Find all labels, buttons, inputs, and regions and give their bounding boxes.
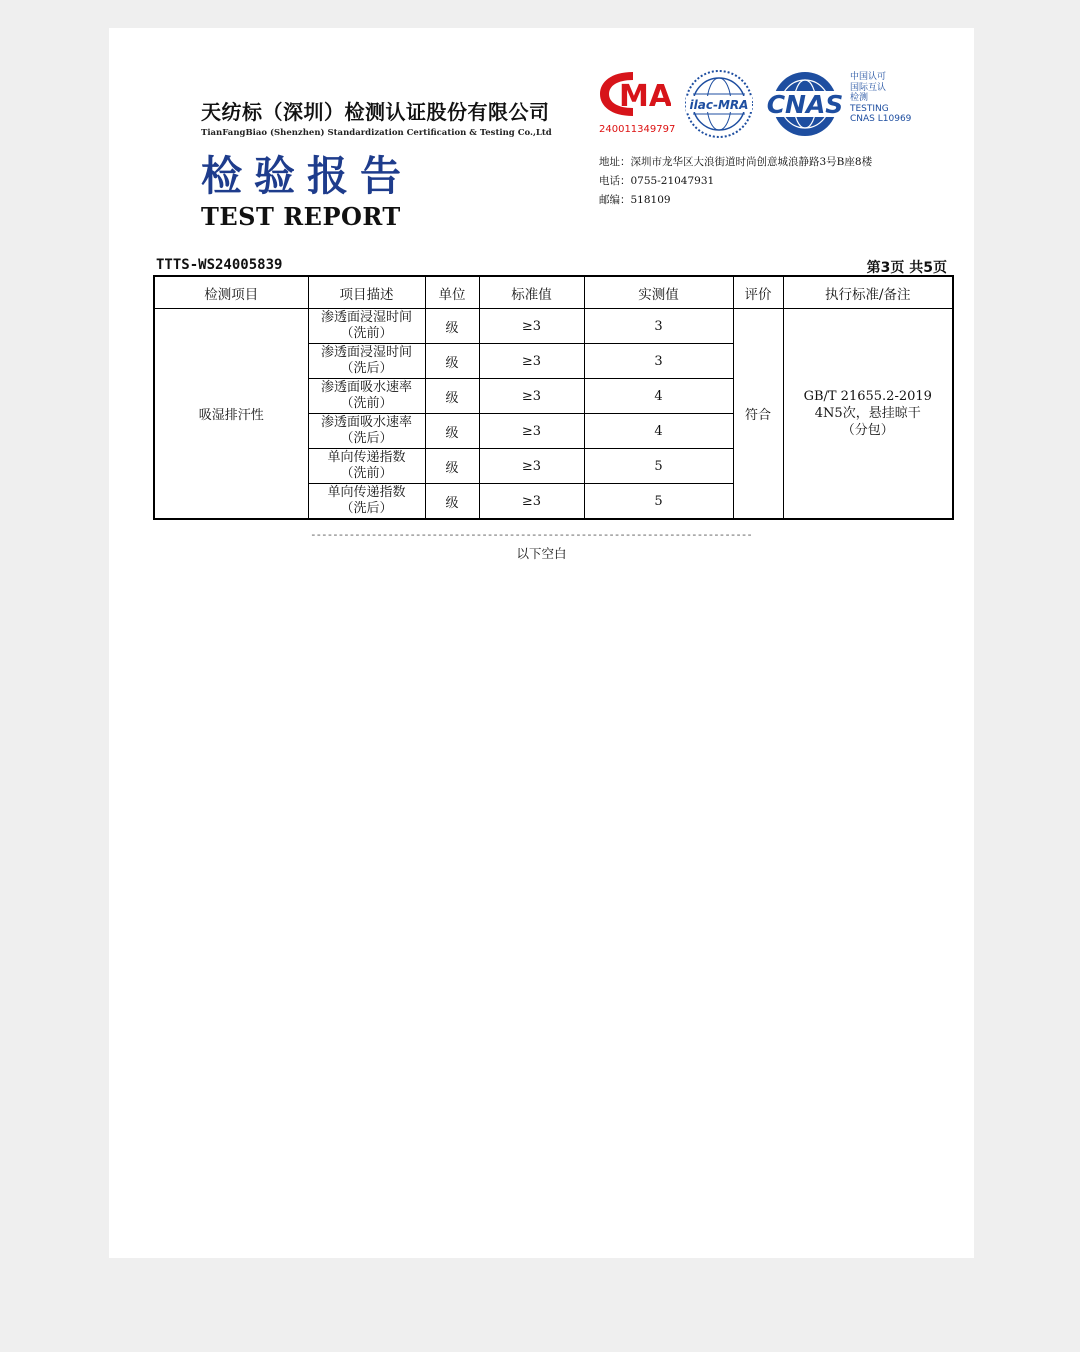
cnas-side-line: 中国认可 [850, 72, 887, 82]
contact-info [599, 153, 872, 210]
standard-remarks-cell [783, 309, 953, 520]
column-header: 检测项目 [154, 276, 308, 309]
description-line: 渗透面浸湿时间 [320, 310, 412, 325]
unit-cell: 级 [425, 414, 479, 449]
standard-value-cell: ≥3 [479, 414, 584, 449]
description-line: 渗透面浸湿时间 [320, 345, 412, 360]
unit-cell: 级 [425, 484, 479, 520]
ilac-text: ilac-MRA [689, 98, 749, 112]
description-note: （洗后） [340, 431, 393, 446]
cma-text: MA [619, 79, 671, 114]
description-line: 单向传递指数 [327, 485, 406, 500]
description-note: （洗前） [340, 326, 393, 341]
cnas-globe-icon [762, 70, 848, 138]
measured-value-cell: 4 [584, 379, 733, 414]
standard-line: （分包） [841, 423, 894, 438]
test-item-cell: 吸湿排汗性 [154, 309, 308, 520]
company-name-en: TianFangBiao (Shenzhen) Standardization Certification & Testing Co.,Ltd [201, 128, 552, 138]
standard-value-cell: ≥3 [479, 449, 584, 484]
cma-code: 240011349797 [599, 124, 676, 135]
description-line: 渗透面吸水速率 [320, 380, 412, 395]
certification-logos [597, 68, 937, 143]
description-note: （洗前） [340, 396, 393, 411]
standard-line: GB/T 21655.2-2019 [803, 389, 932, 404]
report-page [109, 28, 974, 1258]
header-left [201, 96, 552, 231]
unit-cell: 级 [425, 449, 479, 484]
description-cell [308, 379, 425, 414]
cnas-logo [762, 70, 848, 142]
ilac-mra-logo [684, 68, 754, 144]
cma-seal-icon [597, 68, 671, 120]
description-note: （洗后） [340, 361, 393, 376]
postcode: 邮编：518109 [599, 194, 671, 206]
cnas-side-line: 国际互认 [850, 82, 887, 93]
report-title-cn: 检验报告 [201, 152, 413, 200]
column-header: 实测值 [584, 276, 733, 309]
column-header: 评价 [733, 276, 783, 309]
standard-value-cell: ≥3 [479, 379, 584, 414]
measured-value-cell: 5 [584, 484, 733, 520]
measured-value-cell: 4 [584, 414, 733, 449]
description-cell [308, 344, 425, 379]
report-number: TTTS-WS24005839 [156, 257, 283, 273]
cma-logo [597, 68, 676, 135]
cnas-side-text [850, 72, 911, 125]
unit-cell: 级 [425, 309, 479, 344]
column-header: 项目描述 [308, 276, 425, 309]
cnas-side-line: TESTING [850, 103, 889, 114]
description-cell [308, 484, 425, 520]
evaluation-cell: 符合 [733, 309, 783, 520]
description-cell [308, 414, 425, 449]
description-note: （洗后） [340, 501, 393, 516]
table-row [154, 309, 953, 344]
description-cell [308, 309, 425, 344]
blank-below-note: 以下空白 [516, 546, 567, 561]
company-name-cn: 天纺标（深圳）检测认证股份有限公司 [201, 100, 550, 124]
column-header: 执行标准/备注 [783, 276, 953, 309]
unit-cell: 级 [425, 379, 479, 414]
measured-value-cell: 3 [584, 309, 733, 344]
measured-value-cell: 3 [584, 344, 733, 379]
address: 地址：深圳市龙华区大浪街道时尚创意城浪静路3号B座8楼 [599, 156, 873, 168]
page-info: 第3页 共5页 [866, 260, 947, 276]
column-header: 单位 [425, 276, 479, 309]
cnas-text: CNAS [766, 90, 844, 119]
standard-value-cell: ≥3 [479, 344, 584, 379]
ilac-globe-icon [684, 68, 754, 140]
cnas-side-line: CNAS L10969 [850, 114, 912, 124]
results-table [153, 275, 954, 520]
description-cell [308, 449, 425, 484]
measured-value-cell: 5 [584, 449, 733, 484]
separator-dashes: -------------------------------------------------------------------------------- [310, 528, 752, 541]
unit-cell: 级 [425, 344, 479, 379]
standard-value-cell: ≥3 [479, 484, 584, 520]
column-header: 标准值 [479, 276, 584, 309]
report-title-en: TEST REPORT [201, 202, 401, 231]
description-line: 渗透面吸水速率 [320, 415, 412, 430]
phone: 电话：0755-21047931 [599, 175, 715, 187]
description-line: 单向传递指数 [327, 450, 406, 465]
table-header-row [154, 276, 953, 309]
cnas-side-line: 检测 [850, 93, 869, 103]
standard-value-cell: ≥3 [479, 309, 584, 344]
description-note: （洗前） [340, 466, 393, 481]
standard-line: 4N5次，悬挂晾干 [814, 406, 921, 421]
